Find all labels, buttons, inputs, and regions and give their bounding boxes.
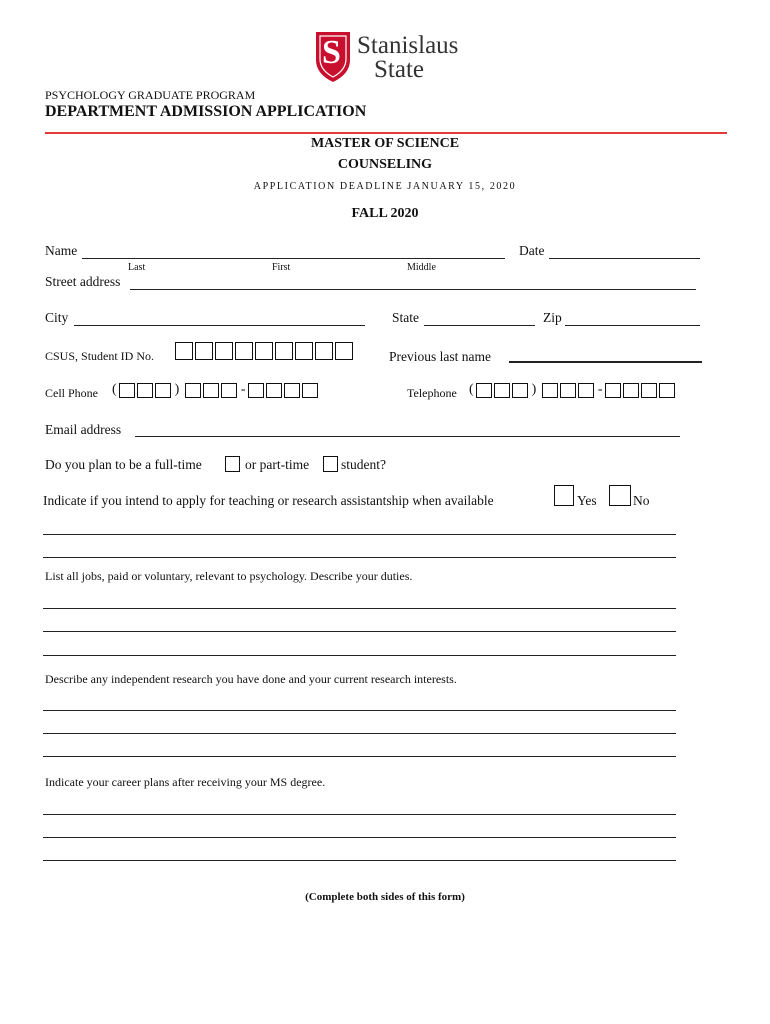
no-label: No xyxy=(633,493,650,508)
research-answer-line-2[interactable] xyxy=(43,733,676,734)
fulltime-question: Do you plan to be a full-time xyxy=(45,457,202,472)
email-input-line[interactable] xyxy=(135,436,680,437)
jobs-answer-line-3[interactable] xyxy=(43,655,676,656)
last-hint: Last xyxy=(128,262,146,273)
program-label: PSYCHOLOGY GRADUATE PROGRAM xyxy=(45,88,256,102)
header-divider xyxy=(45,132,727,134)
logo-line-1: Stanislaus xyxy=(357,32,459,59)
deadline-label: APPLICATION DEADLINE JANUARY 15, 2020 xyxy=(253,181,517,192)
university-logo xyxy=(312,26,472,88)
yes-label: Yes xyxy=(577,493,597,508)
state-input-line[interactable] xyxy=(424,325,535,326)
degree-label: MASTER OF SCIENCE xyxy=(310,136,460,151)
zip-label: Zip xyxy=(543,310,562,325)
career-answer-line-1[interactable] xyxy=(43,814,676,815)
jobs-answer-line-2[interactable] xyxy=(43,631,676,632)
career-answer-line-2[interactable] xyxy=(43,837,676,838)
first-hint: First xyxy=(272,262,291,273)
parttime-checkbox[interactable] xyxy=(323,456,338,472)
research-answer-line-3[interactable] xyxy=(43,756,676,757)
form-title: DEPARTMENT ADMISSION APPLICATION xyxy=(45,103,367,120)
jobs-answer-line-1[interactable] xyxy=(43,608,676,609)
logo-line-2: State xyxy=(374,56,424,83)
yes-checkbox[interactable] xyxy=(554,485,574,506)
prev-name-label: Previous last name xyxy=(389,349,491,364)
street-input-line[interactable] xyxy=(130,289,696,290)
career-answer-line-3[interactable] xyxy=(43,860,676,861)
name-input-line[interactable] xyxy=(82,258,505,259)
field-label: COUNSELING xyxy=(337,157,433,172)
prev-name-input-line[interactable] xyxy=(509,361,702,363)
no-checkbox[interactable] xyxy=(609,485,631,506)
jobs-prompt: List all jobs, paid or voluntary, relevant to psychology. Describe your duties. xyxy=(45,569,413,583)
telephone-label: Telephone xyxy=(407,386,457,400)
telephone-boxes[interactable]: ( ) - xyxy=(467,382,677,398)
logo-mark: S xyxy=(322,34,341,71)
csus-id-label: CSUS, Student ID No. xyxy=(45,349,155,363)
cell-phone-label: Cell Phone xyxy=(45,386,98,400)
fulltime-checkbox[interactable] xyxy=(225,456,240,472)
middle-hint: Middle xyxy=(407,262,436,273)
research-answer-line-1[interactable] xyxy=(43,710,676,711)
student-label: student? xyxy=(341,457,386,472)
research-prompt: Describe any independent research you have done and your current research interests. xyxy=(45,672,457,686)
zip-input-line[interactable] xyxy=(565,325,700,326)
footer-note: (Complete both sides of this form) xyxy=(305,891,465,903)
date-label: Date xyxy=(519,243,545,258)
cell-phone-boxes[interactable]: ( ) - xyxy=(110,382,320,398)
date-input-line[interactable] xyxy=(549,258,700,259)
city-input-line[interactable] xyxy=(74,325,365,326)
term-label: FALL 2020 xyxy=(351,206,419,221)
email-label: Email address xyxy=(45,422,122,437)
street-label: Street address xyxy=(45,274,121,289)
csus-id-boxes[interactable] xyxy=(175,342,355,360)
city-label: City xyxy=(45,310,69,325)
assist-answer-line-2[interactable] xyxy=(43,557,676,558)
or-part-label: or part-time xyxy=(245,457,310,472)
assist-answer-line-1[interactable] xyxy=(43,534,676,535)
name-label: Name xyxy=(45,243,78,258)
career-prompt: Indicate your career plans after receiving your MS degree. xyxy=(45,775,326,789)
state-label: State xyxy=(392,310,419,325)
assistantship-question: Indicate if you intend to apply for teaching or research assistantship when available xyxy=(43,493,494,508)
